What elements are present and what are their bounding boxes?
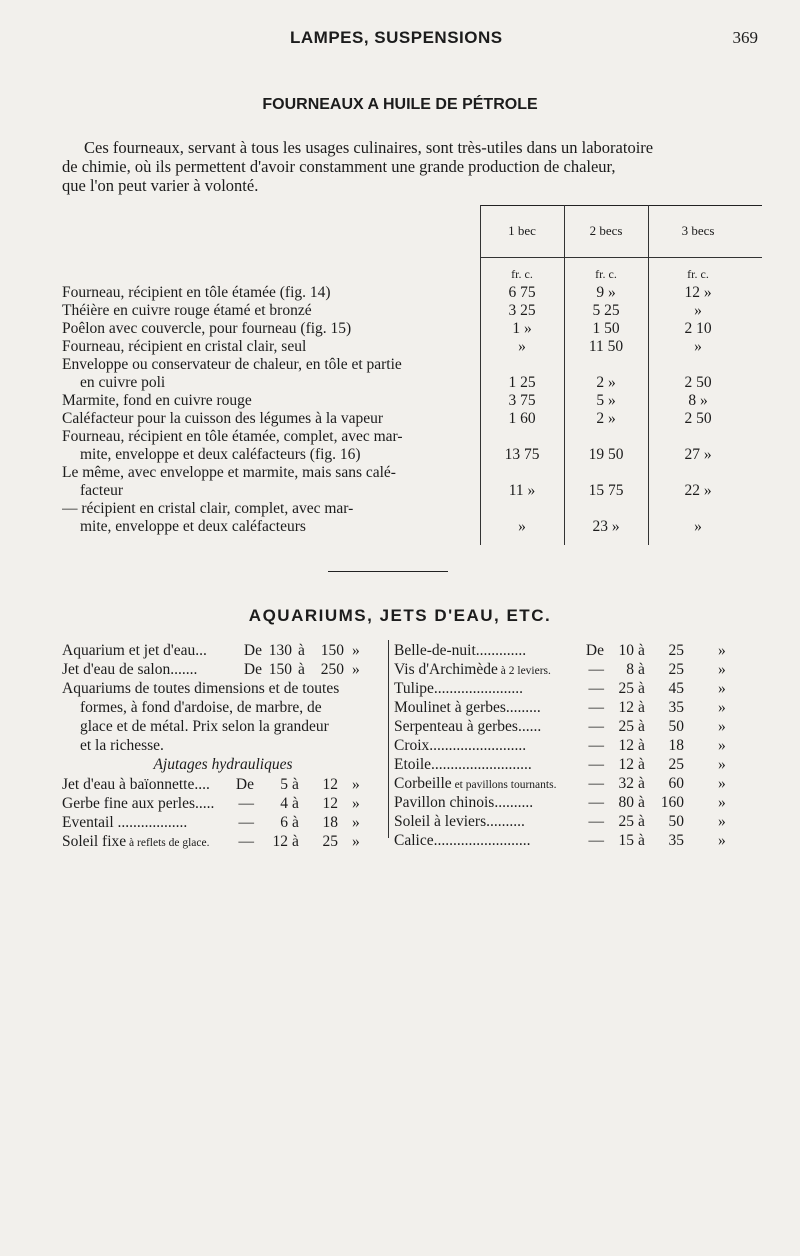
item-hi: 12: [322, 795, 338, 812]
page-number: 369: [732, 28, 758, 47]
item-lo: 12: [618, 756, 634, 773]
price-list-item: [394, 679, 738, 698]
table-top-rule: [480, 205, 762, 206]
item-pfx: —: [238, 814, 254, 831]
item-pfx: De: [235, 776, 254, 793]
item-pfx: —: [588, 737, 604, 754]
price-table: [62, 205, 762, 550]
subheading-ajutages: Ajutages hydrauliques: [153, 756, 293, 773]
item-end: »: [718, 756, 726, 773]
price-cell: 2 »: [596, 410, 616, 427]
item-lo: 10: [618, 642, 634, 659]
price-cell: 1 50: [592, 320, 620, 337]
item-range-word: à: [292, 814, 299, 831]
item-name: [62, 832, 209, 853]
price-list-item: [62, 794, 384, 813]
price-cell: »: [694, 518, 702, 535]
item-hi: 25: [322, 833, 338, 850]
item-name-detail: et pavillons tournants.: [451, 779, 557, 791]
item-name: [394, 774, 556, 795]
item-hi: 18: [668, 737, 684, 754]
price-cell: »: [518, 518, 526, 535]
item-lo: 8: [626, 661, 634, 678]
item-lo: 25: [618, 718, 634, 735]
item-end: »: [718, 813, 726, 830]
table-row-description: Marmite, fond en cuivre rouge: [62, 392, 252, 409]
price-cell: »: [694, 302, 702, 319]
table-row-description: Fourneau, récipient en cristal clair, seul: [62, 338, 307, 355]
price-list-item: [62, 660, 384, 679]
item-name: Pavillon chinois..........: [394, 794, 534, 811]
price-cell: 12 »: [684, 284, 712, 301]
price-cell: 1 60: [508, 410, 536, 427]
item-name: Eventail ..................: [62, 814, 188, 831]
item-end: »: [718, 699, 726, 716]
price-list-item: [62, 832, 384, 851]
item-range-word: à: [292, 776, 299, 793]
item-range-word: à: [638, 737, 645, 754]
item-pfx: De: [243, 642, 262, 659]
item-pfx: —: [588, 661, 604, 678]
item-name: Jet d'eau de salon.......: [62, 661, 198, 678]
item-name: Jet d'eau à baïonnette....: [62, 776, 210, 793]
item-lo: 32: [618, 775, 634, 792]
price-list-item: [62, 775, 384, 794]
item-name: Croix.........................: [394, 737, 527, 754]
item-pfx: —: [588, 832, 604, 849]
item-range-word: à: [292, 833, 299, 850]
item-name-detail: à 2 leviers.: [497, 665, 551, 677]
price-cell: 27 »: [684, 446, 712, 463]
item-pfx: De: [585, 642, 604, 659]
item-range-word: à: [638, 680, 645, 697]
price-cell: 19 50: [588, 446, 624, 463]
item-pfx: —: [588, 775, 604, 792]
table-row-description: Poêlon avec couvercle, pour fourneau (fig. 15): [62, 320, 352, 337]
item-end: »: [352, 661, 360, 678]
price-cell: 13 75: [504, 446, 540, 463]
column-divider: [388, 640, 389, 838]
price-cell: 3 75: [508, 392, 536, 409]
price-cell: 11 50: [588, 338, 624, 355]
item-lo: 12: [618, 737, 634, 754]
intro-line: Ces fourneaux, servant à tous les usages culinaires, sont très-utiles dans un laboratoire: [84, 138, 654, 157]
item-pfx: De: [243, 661, 262, 678]
price-cell: 5 »: [596, 392, 616, 409]
aquarium-description-line: formes, à fond d'ardoise, de marbre, de: [80, 699, 322, 716]
item-name-main: Soleil fixe: [62, 833, 127, 850]
price-list-item: [394, 793, 738, 812]
item-hi: 18: [322, 814, 338, 831]
table-row-description: Enveloppe ou conservateur de chaleur, en tôle et partie: [62, 356, 402, 373]
item-end: »: [718, 775, 726, 792]
header-rule: [480, 257, 762, 258]
price-list-item: [394, 717, 738, 736]
item-end: »: [718, 661, 726, 678]
price-cell: 3 25: [508, 302, 536, 319]
item-name: Moulinet à gerbes.........: [394, 699, 541, 716]
aquarium-description-line: et la richesse.: [80, 737, 164, 754]
item-name: Belle-de-nuit.............: [394, 642, 527, 659]
table-row-description: Caléfacteur pour la cuisson des légumes à la vapeur: [62, 410, 384, 427]
unit-label: fr. c.: [687, 267, 709, 281]
price-cell: »: [694, 338, 702, 355]
item-range-word: à: [638, 642, 645, 659]
item-pfx: —: [588, 756, 604, 773]
price-list-item: [394, 831, 738, 850]
price-cell: 1 25: [508, 374, 536, 391]
table-row-description: Fourneau, récipient en tôle étamée (fig. 14): [62, 284, 331, 301]
item-hi: 25: [668, 642, 684, 659]
item-lo: 130: [268, 642, 292, 659]
item-range-word: à: [638, 718, 645, 735]
item-hi: 25: [668, 756, 684, 773]
price-list-item: [394, 698, 738, 717]
price-cell: 2 »: [596, 374, 616, 391]
table-row-description: mite, enveloppe et deux caléfacteurs: [80, 518, 306, 535]
price-cell: 2 50: [684, 374, 712, 391]
item-hi: 150: [320, 642, 344, 659]
price-cell: 2 50: [684, 410, 712, 427]
item-lo: 6: [280, 814, 288, 831]
item-hi: 50: [668, 813, 684, 830]
unit-label: fr. c.: [511, 267, 533, 281]
item-end: »: [352, 795, 360, 812]
item-pfx: —: [588, 699, 604, 716]
section-divider: [328, 571, 448, 572]
item-hi: 35: [668, 832, 684, 849]
column-divider: [564, 205, 565, 545]
running-header: [0, 28, 800, 52]
price-list-item: [394, 641, 738, 660]
item-name: Gerbe fine aux perles.....: [62, 795, 215, 812]
item-name: [394, 660, 551, 681]
item-lo: 12: [618, 699, 634, 716]
item-lo: 25: [618, 813, 634, 830]
table-row-description: — récipient en cristal clair, complet, avec mar-: [62, 500, 354, 517]
item-name: Calice.........................: [394, 832, 531, 849]
table-row-description: mite, enveloppe et deux caléfacteurs (fig. 16): [80, 446, 361, 463]
item-range-word: à: [298, 642, 305, 659]
column-header-2-becs: 2 becs: [589, 223, 623, 238]
item-hi: 45: [668, 680, 684, 697]
item-hi: 12: [322, 776, 338, 793]
column-header-3-becs: 3 becs: [681, 223, 715, 238]
price-cell: 1 »: [512, 320, 532, 337]
item-pfx: —: [588, 718, 604, 735]
item-hi: 25: [668, 661, 684, 678]
intro-paragraph: [62, 138, 762, 195]
section-title-aquariums: AQUARIUMS, JETS D'EAU, ETC.: [248, 606, 552, 625]
item-name: Serpenteau à gerbes......: [394, 718, 542, 735]
item-end: »: [352, 776, 360, 793]
item-end: »: [718, 718, 726, 735]
item-name-detail: à reflets de glace.: [126, 837, 210, 849]
intro-line: que l'on peut varier à volonté.: [62, 176, 259, 195]
price-list-item: [394, 774, 738, 793]
item-name: Soleil à leviers..........: [394, 813, 525, 830]
item-name: Aquarium et jet d'eau...: [62, 642, 207, 659]
item-range-word: à: [638, 794, 645, 811]
column-divider: [648, 205, 649, 545]
item-pfx: —: [588, 813, 604, 830]
price-cell: 23 »: [592, 518, 620, 535]
price-list-item: [394, 755, 738, 774]
item-hi: 50: [668, 718, 684, 735]
item-name: Tulipe.......................: [394, 680, 524, 697]
item-lo: 5: [280, 776, 288, 793]
price-cell: 5 25: [592, 302, 620, 319]
item-lo: 150: [268, 661, 292, 678]
item-range-word: à: [638, 699, 645, 716]
item-pfx: —: [588, 794, 604, 811]
table-row-description: en cuivre poli: [80, 374, 166, 391]
item-hi: 60: [668, 775, 684, 792]
item-range-word: à: [292, 795, 299, 812]
item-lo: 25: [618, 680, 634, 697]
item-name: Etoile..........................: [394, 756, 532, 773]
item-name-main: Corbeille: [394, 775, 452, 792]
item-range-word: à: [638, 813, 645, 830]
item-pfx: —: [238, 795, 254, 812]
item-range-word: à: [638, 756, 645, 773]
aquarium-description-line: glace et de métal. Prix selon la grandeur: [80, 718, 329, 735]
table-row-description: Le même, avec enveloppe et marmite, mais sans calé-: [62, 464, 396, 481]
price-list-item: [394, 660, 738, 679]
price-cell: 2 10: [684, 320, 712, 337]
item-lo: 15: [618, 832, 634, 849]
item-end: »: [718, 680, 726, 697]
price-list-item: [62, 641, 384, 660]
left-price-list: [62, 641, 384, 851]
price-list-item: [394, 812, 738, 831]
aquarium-description-line: Aquariums de toutes dimensions et de toutes: [62, 680, 340, 697]
unit-label: fr. c.: [595, 267, 617, 281]
table-row-description: facteur: [80, 482, 124, 499]
price-list-item: [394, 736, 738, 755]
price-cell: 11 »: [508, 482, 536, 499]
item-range-word: à: [638, 775, 645, 792]
item-range-word: à: [638, 661, 645, 678]
right-price-list: [394, 641, 738, 850]
column-header-1-bec: 1 bec: [508, 223, 536, 238]
section-title-fourneaux: FOURNEAUX A HUILE DE PÉTROLE: [262, 96, 538, 113]
table-row-description: Théière en cuivre rouge étamé et bronzé: [62, 302, 312, 319]
item-lo: 12: [272, 833, 288, 850]
running-title: LAMPES, SUSPENSIONS: [290, 28, 503, 47]
item-name-main: Vis d'Archimède: [394, 661, 498, 678]
item-end: »: [718, 832, 726, 849]
price-cell: 9 »: [596, 284, 616, 301]
item-end: »: [352, 642, 360, 659]
item-end: »: [718, 642, 726, 659]
price-cell: 22 »: [684, 482, 712, 499]
intro-line: de chimie, où ils permettent d'avoir constamment une grande production de chaleur,: [62, 157, 616, 176]
item-end: »: [718, 794, 726, 811]
item-lo: 80: [618, 794, 634, 811]
price-cell: 8 »: [688, 392, 708, 409]
item-end: »: [352, 833, 360, 850]
item-pfx: —: [238, 833, 254, 850]
item-end: »: [718, 737, 726, 754]
item-hi: 250: [320, 661, 344, 678]
item-lo: 4: [280, 795, 288, 812]
item-pfx: —: [588, 680, 604, 697]
price-cell: »: [518, 338, 526, 355]
item-end: »: [352, 814, 360, 831]
table-row-description: Fourneau, récipient en tôle étamée, complet, avec mar-: [62, 428, 403, 445]
price-cell: 15 75: [588, 482, 624, 499]
price-list-item: [62, 813, 384, 832]
price-cell: 6 75: [508, 284, 536, 301]
item-range-word: à: [298, 661, 305, 678]
item-range-word: à: [638, 832, 645, 849]
item-hi: 160: [660, 794, 684, 811]
item-hi: 35: [668, 699, 684, 716]
